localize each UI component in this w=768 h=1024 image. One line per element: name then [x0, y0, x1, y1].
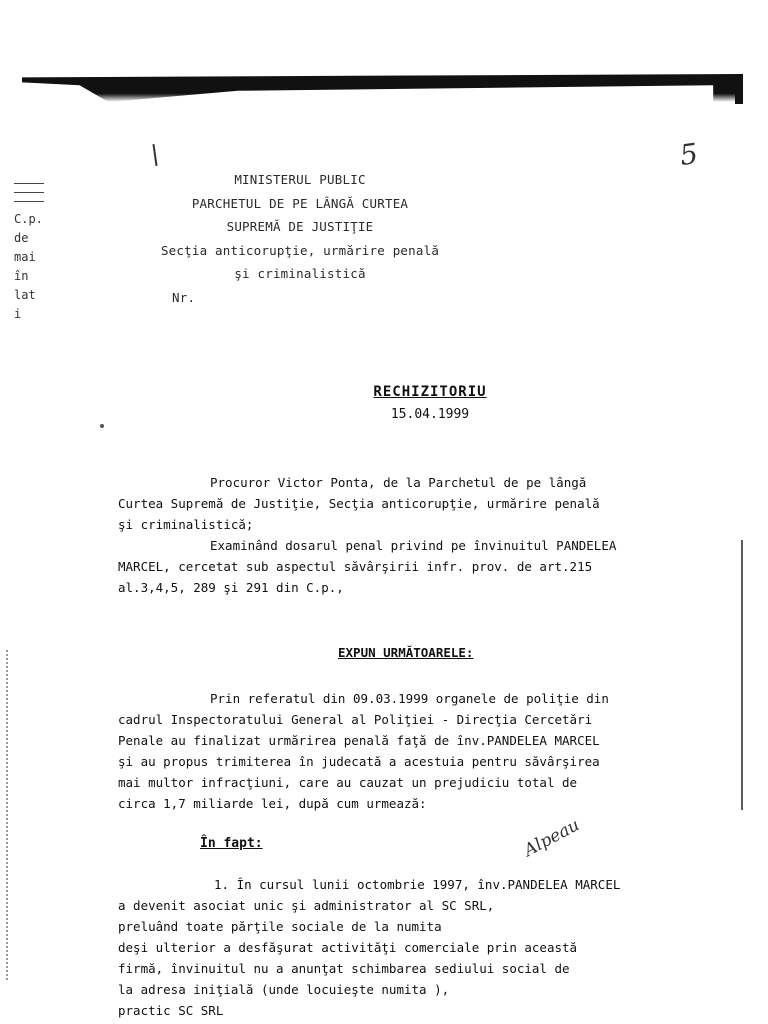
institution-header: [120, 168, 480, 309]
document-title: RECHIZITORIU: [373, 384, 487, 400]
text-line: practic SC SRL: [118, 1003, 224, 1018]
registration-number-label: Nr.: [172, 289, 196, 305]
scan-left-edge: [6, 650, 10, 980]
document-date: 15.04.1999: [390, 407, 470, 422]
text-line: şi au propus trimiterea în judecată a acestuia pentru săvârşirea: [118, 754, 600, 769]
text-line: Curtea Supremă de Justiţie, Secţia anticorupţie, urmărire penală: [118, 496, 600, 511]
text-line: şi criminalistică;: [118, 517, 254, 532]
text-line: circa 1,7 miliarde lei, după cum urmează:: [118, 796, 427, 811]
text-line: preluând toate părţile sociale de la numita: [118, 919, 442, 934]
text-line: cadrul Inspectoratului General al Poliţiei - Direcţia Cercetări: [118, 712, 593, 727]
text-line: firmă, învinuitul nu a anunţat schimbarea sediului social de: [118, 961, 570, 976]
text-line: al.3,4,5, 289 şi 291 din C.p.,: [118, 580, 344, 595]
ink-dot: [100, 424, 104, 428]
header-line: şi criminalistică: [234, 266, 366, 281]
text-line: Penale au finalizat urmărirea penală faţă de înv.PANDELEA MARCEL: [118, 733, 600, 748]
header-line: Secţia anticorupţie, urmărire penală: [160, 242, 440, 258]
text-line: mai multor infracţiuni, care au cauzat un prejudiciu total de: [118, 775, 578, 790]
handwritten-annotation: Alpeau: [520, 815, 583, 861]
margin-note: de: [14, 231, 29, 245]
margin-note: lat: [14, 288, 36, 302]
text-line: MARCEL, cercetat sub aspectul săvârşirii infr. prov. de art.215: [118, 559, 593, 574]
text-line: la adresa iniţială (unde locuieşte numita ),: [118, 982, 450, 997]
facts-paragraph: [118, 874, 738, 1021]
header-line: MINISTERUL PUBLIC: [234, 172, 366, 187]
margin-note: C.p.: [14, 212, 43, 226]
margin-note: în: [14, 269, 29, 283]
text-line: 1. În cursul lunii octombrie 1997, înv.PANDELEA MARCEL: [214, 877, 621, 892]
pen-tick-mark: [152, 144, 157, 166]
scan-right-edge: [741, 540, 743, 810]
facts-heading: În fapt:: [200, 836, 263, 851]
section-heading: EXPUN URMĂTOARELE:: [338, 645, 474, 660]
cut-off-margin-text: [14, 175, 44, 324]
margin-note: mai: [14, 250, 36, 264]
margin-note: i: [14, 307, 22, 321]
text-line: Examinând dosarul penal privind pe învinuitul PANDELEA: [210, 538, 617, 553]
scan-edge-shadow: [22, 74, 742, 102]
header-line: SUPREMĂ DE JUSTIŢIE: [226, 219, 374, 234]
scan-edge-corner: [735, 74, 743, 104]
text-line: Procuror Victor Ponta, de la Parchetul de pe lângă: [210, 475, 587, 490]
police-report-paragraph: [118, 688, 738, 814]
header-line: PARCHETUL DE PE LÂNGĂ CURTEA: [191, 195, 409, 211]
handwritten-page-number: 5: [677, 136, 701, 173]
text-line: deşi ulterior a desfăşurat activităţi comerciale prin această: [118, 940, 578, 955]
text-line: Prin referatul din 09.03.1999 organele de poliţie din: [210, 691, 609, 706]
text-line: a devenit asociat unic şi administrator al SC SRL,: [118, 898, 495, 913]
intro-paragraph: [118, 472, 738, 598]
